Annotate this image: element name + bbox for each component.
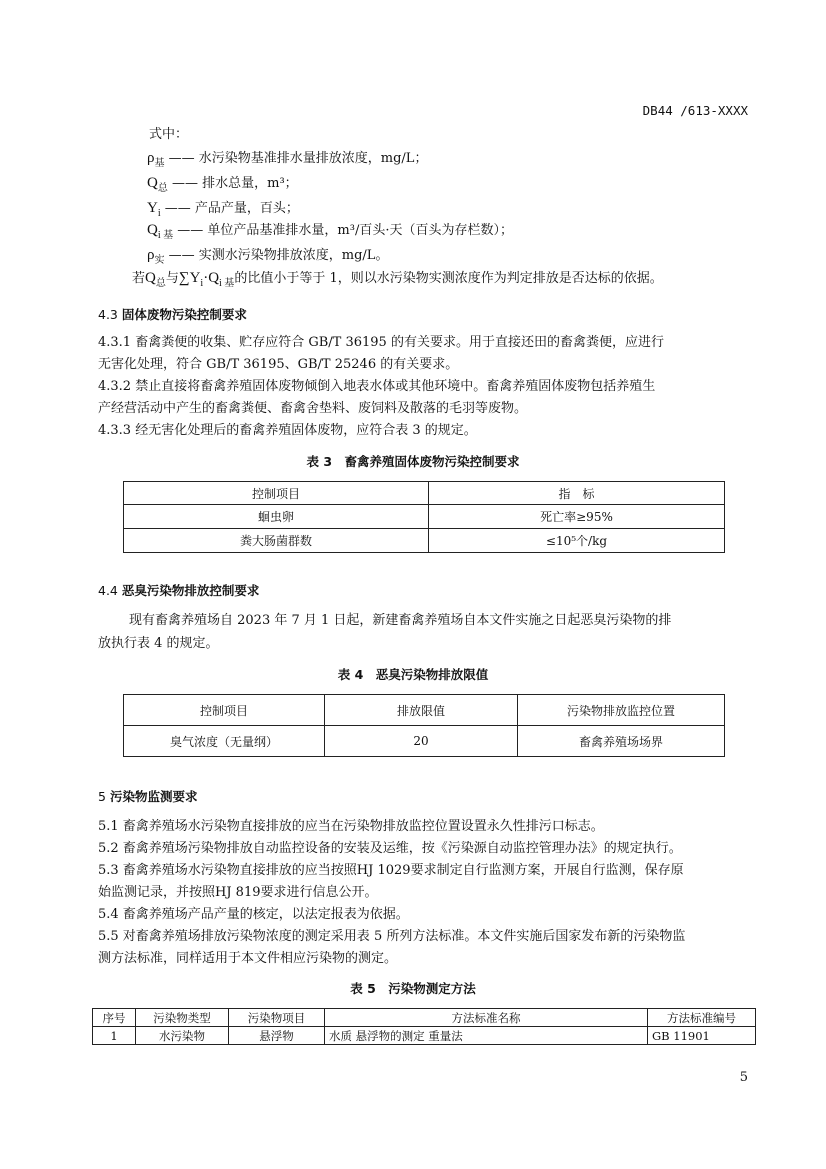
table-cell: 水污染物 xyxy=(136,1027,229,1045)
formula-intro: 式中： xyxy=(149,127,189,142)
table4-header-item: 控制项目 xyxy=(124,695,325,726)
section-5-heading: 5 污染物监测要求 xyxy=(98,789,198,804)
def-rho-base: $\rho_基$ —— 水污染物基准排水量排放浓度，mg/L； xyxy=(147,150,428,169)
table-cell: 悬浮物 xyxy=(229,1027,325,1045)
para-4-4: 现有畜禽养殖场自 2023 年 7 月 1 日起，新建畜禽养殖场自本文件实施之日起恶臭污染物的排 xyxy=(129,613,672,628)
table5-header-method: 方法标准名称 xyxy=(325,1009,648,1027)
para-4-3-3: 4.3.3 经无害化处理后的畜禽养殖固体废物，应符合表 3 的规定。 xyxy=(98,423,477,438)
table3-header-item: 控制项目 xyxy=(124,482,429,505)
para-4-3-2: 4.3.2 禁止直接将畜禽养殖固体废物倾倒入地表水体或其他环境中。畜禽养殖固体废物包括养殖生 xyxy=(98,379,656,394)
def-rho-actual: $\rho_实$ —— 实测水污染物排放浓度，mg/L。 xyxy=(147,247,389,266)
table-cell: 蛔虫卵 xyxy=(124,505,429,529)
table-cell: GB 11901 xyxy=(648,1027,756,1045)
table-row xyxy=(124,726,725,757)
table3-title: 表 3 畜禽养殖固体废物污染控制要求 xyxy=(306,454,520,469)
table-cell: 粪大肠菌群数 xyxy=(124,529,429,553)
table-cell: 畜禽养殖场场界 xyxy=(518,726,725,757)
table4-header-limit: 排放限值 xyxy=(325,695,518,726)
document-code: DB44 /613-XXXX xyxy=(642,103,748,118)
table5-header-no: 序号 xyxy=(93,1009,136,1027)
table-cell: ≤10⁵个/kg xyxy=(429,529,725,553)
section-4-4-heading: 4.4 恶臭污染物排放控制要求 xyxy=(98,583,260,598)
table4 xyxy=(123,694,725,757)
para-5-5: 5.5 对畜禽养殖场排放污染物浓度的测定采用表 5 所列方法标准。本文件实施后国家发布新的污染物监 xyxy=(98,929,686,944)
para-5-1: 5.1 畜禽养殖场水污染物直接排放的应当在污染物排放监控位置设置永久性排污口标志。 xyxy=(98,819,604,834)
table5-header-code: 方法标准编号 xyxy=(648,1009,756,1027)
table-row xyxy=(93,1027,756,1045)
para-5-3-cont: 始监测记录，并按照HJ 819要求进行信息公开。 xyxy=(98,885,378,900)
table-cell: 1 xyxy=(93,1027,136,1045)
def-q-i-base: $Q_{i 基}$ —— 单位产品基准排水量，m³/百头·天（百头为存栏数）； xyxy=(147,222,513,241)
ratio-rule: 若$Q_总$与$\sum Y_i\cdot Q_{i 基}$的比值小于等于 1，则以水污染物实测浓度作为判定排放是否达标的依据。 xyxy=(132,270,663,289)
table5-title: 表 5 污染物测定方法 xyxy=(350,981,476,996)
para-4-3-1-cont: 无害化处理，符合 GB/T 36195、GB/T 25246 的有关要求。 xyxy=(98,357,459,372)
page-number: 5 xyxy=(739,1070,748,1085)
table-cell: 水质 悬浮物的测定 重量法 xyxy=(325,1027,648,1045)
section-4-3-heading: 4.3 固体废物污染控制要求 xyxy=(98,307,247,322)
para-5-4: 5.4 畜禽养殖场产品产量的核定，以法定报表为依据。 xyxy=(98,907,409,922)
para-4-3-2-cont: 产经营活动中产生的畜禽粪便、畜禽舍垫料、废饲料及散落的毛羽等废物。 xyxy=(98,401,528,416)
table4-header-location: 污染物排放监控位置 xyxy=(518,695,725,726)
table3-header-index: 指 标 xyxy=(429,482,725,505)
table-cell: 臭气浓度（无量纲） xyxy=(124,726,325,757)
table-cell: 20 xyxy=(325,726,518,757)
para-4-3-1: 4.3.1 畜禽粪便的收集、贮存应符合 GB/T 36195 的有关要求。用于直接还田的畜禽粪便，应进行 xyxy=(98,335,664,350)
table5-header-type: 污染物类型 xyxy=(136,1009,229,1027)
table5-header-item: 污染物项目 xyxy=(229,1009,325,1027)
table-cell: 死亡率≥95% xyxy=(429,505,725,529)
para-5-2: 5.2 畜禽养殖场污染物排放自动监控设备的安装及运维，按《污染源自动监控管理办法》的规定执行。 xyxy=(98,841,682,856)
para-5-5-cont: 测方法标准，同样适用于本文件相应污染物的测定。 xyxy=(98,951,398,966)
table5 xyxy=(92,1008,756,1045)
table-row xyxy=(124,529,725,553)
para-5-3: 5.3 畜禽养殖场水污染物直接排放的应当按照HJ 1029要求制定自行监测方案，开展自行监测，保存原 xyxy=(98,863,684,878)
table4-title: 表 4 恶臭污染物排放限值 xyxy=(337,667,489,682)
def-q-total: $Q_总$ —— 排水总量，m³； xyxy=(147,175,298,194)
table-row xyxy=(124,505,725,529)
def-y-i: $Y_i$ —— 产品产量，百头； xyxy=(147,200,299,219)
table3 xyxy=(123,481,725,553)
para-4-4-cont: 放执行表 4 的规定。 xyxy=(98,636,219,651)
